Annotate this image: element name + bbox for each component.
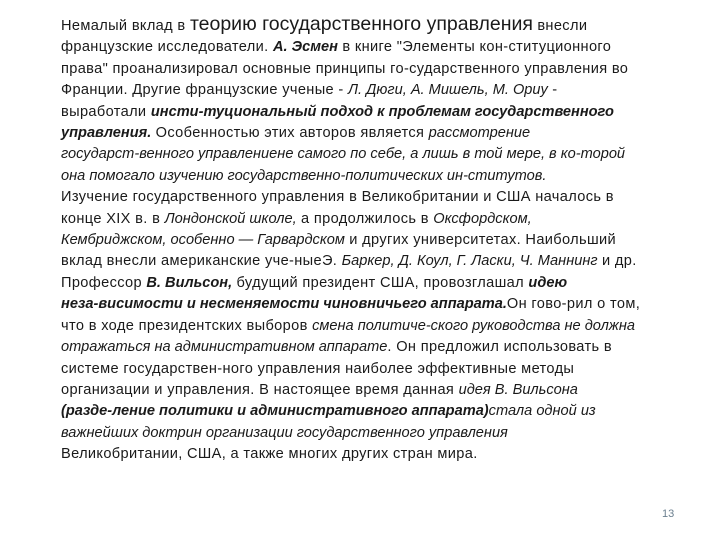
text-line	[61, 294, 711, 315]
text-line	[61, 166, 711, 187]
text-segment: а продолжилось в	[296, 210, 434, 227]
text-segment: французские исследователи.	[61, 39, 273, 56]
text-segment: Профессор	[61, 274, 147, 291]
text-segment: вклад внесли американские уче-ныеЭ.	[61, 253, 342, 270]
text-segment: управления.	[61, 125, 152, 142]
text-segment: Немалый вклад в	[61, 18, 190, 34]
text-segment: идею	[528, 274, 568, 291]
text-segment: Л. Дюги, А. Мишель, М. Ориу	[348, 82, 548, 99]
text-segment: идея В. Вильсона	[458, 381, 578, 398]
text-segment: конце XIX в. в	[61, 210, 165, 227]
text-segment: системе государствен-ного управления наиболее эффективные методы	[61, 360, 575, 377]
text-segment: организации и управления. В настоящее время данная	[61, 381, 459, 398]
text-line	[61, 380, 711, 401]
text-line	[61, 401, 711, 422]
text-segment: Лондонской школе,	[164, 210, 297, 227]
text-line	[61, 144, 711, 165]
text-line	[61, 423, 711, 444]
text-line	[61, 123, 711, 144]
text-line	[61, 187, 711, 208]
text-segment: -	[547, 82, 558, 99]
text-line	[61, 14, 711, 37]
text-line	[61, 230, 711, 251]
text-segment: Франции. Другие французские ученые -	[61, 82, 349, 99]
text-segment: А. Эсмен	[272, 39, 338, 56]
text-line	[61, 359, 711, 380]
text-line	[61, 337, 711, 358]
text-segment: государст-венного управлениене самого по себе, а лишь в той мере, в ко-торой	[61, 146, 626, 163]
text-segment: важнейших доктрин организации государственного управления	[61, 424, 508, 441]
text-segment: внесли	[532, 18, 588, 34]
text-segment: Особенностью этих авторов является	[151, 125, 429, 142]
text-segment: рассмотрение	[428, 125, 531, 142]
text-line	[61, 102, 711, 123]
text-segment: права" проанализировал основные принципы го-сударственного управления во	[61, 60, 629, 77]
text-segment: стала одной из	[488, 403, 596, 420]
text-segment: Изучение государственного управления в Великобритании и США началось в	[61, 189, 614, 206]
body-text	[61, 14, 711, 466]
text-segment: В. Вильсон,	[146, 274, 233, 291]
page-number: 13	[662, 508, 675, 520]
text-line	[61, 273, 711, 294]
text-segment: в книге "Элементы кон-ституционного	[337, 39, 612, 56]
text-segment: Баркер, Д. Коул, Г. Ласки, Ч. Маннинг	[341, 253, 598, 270]
text-segment: Великобритании, США, а также многих других стран мира.	[61, 446, 478, 463]
text-segment: Оксфордском,	[433, 210, 532, 227]
text-segment: и др.	[597, 253, 637, 270]
text-line	[61, 59, 711, 80]
text-segment: Он гово-рил о том,	[506, 296, 641, 313]
text-line	[61, 37, 711, 58]
text-line	[61, 80, 711, 101]
text-segment: выработали	[61, 103, 151, 120]
text-segment: что в ходе президентских выборов	[61, 317, 313, 334]
text-segment: (разде-ление политики и административного аппарата)	[61, 403, 489, 420]
text-segment: отражаться на административном аппарате	[61, 339, 388, 356]
text-segment: теорию государственного управления	[189, 13, 533, 35]
text-segment: и других университетах. Наибольший	[344, 232, 617, 249]
text-line	[61, 444, 711, 465]
text-segment: она помогало изучению государственно-политических ин-ститутов.	[61, 167, 547, 184]
text-segment: Кембриджском, особенно — Гарвардском	[61, 232, 345, 249]
text-segment: . Он предложил использовать в	[387, 339, 612, 356]
text-segment: неза-висимости и несменяемости чиновничьего аппарата.	[61, 296, 507, 313]
text-segment: смена политиче-ского руководства не должна	[312, 317, 635, 334]
text-line	[61, 209, 711, 230]
text-line	[61, 316, 711, 337]
text-line	[61, 251, 711, 272]
text-segment: инсти-туциональный подход к проблемам государственного	[150, 103, 614, 120]
text-segment: будущий президент США, провозглашал	[232, 274, 529, 291]
